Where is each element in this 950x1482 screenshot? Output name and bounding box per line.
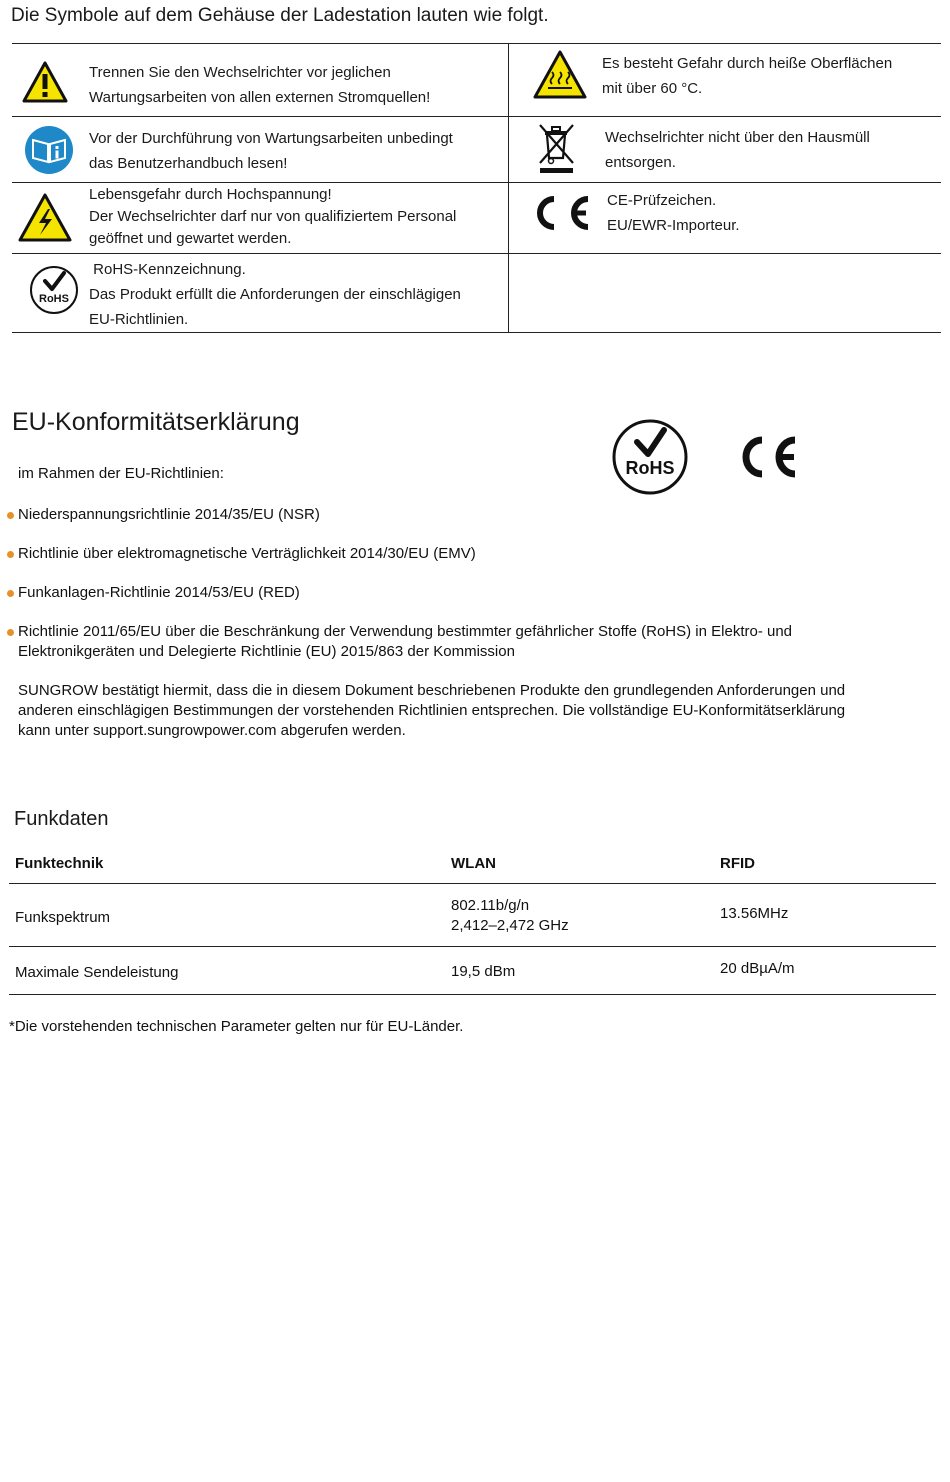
read-manual-icon xyxy=(24,125,74,175)
bullet-dot xyxy=(7,629,14,636)
row-label: Funkspektrum xyxy=(15,909,111,926)
directive-text: Funkanlagen-Richtlinie 2014/53/EU (RED) xyxy=(18,584,300,601)
conformity-statement xyxy=(18,681,845,741)
bullet-dot xyxy=(7,590,14,597)
text-line: Wartungsarbeiten von allen externen Stromquellen! xyxy=(89,89,431,106)
footnote: *Die vorstehenden technischen Parameter gelten nur für EU-Länder. xyxy=(9,1018,464,1035)
text-line: Wechselrichter nicht über den Hausmüll xyxy=(605,129,870,146)
rfid-cell: 13.56MHz xyxy=(720,905,789,922)
directive-text: Elektronikgeräten und Delegierte Richtlinie (EU) 2015/863 der Kommission xyxy=(18,643,515,660)
text-line: CE-Prüfzeichen. xyxy=(607,192,717,209)
header-cell: Funktechnik xyxy=(15,855,104,872)
directive-text: Richtlinie 2011/65/EU über die Beschränkung der Verwendung bestimmter gefährlicher Stoffe (RoHS) in Elektro- und xyxy=(18,623,793,640)
symbol-disposal-text xyxy=(605,125,870,175)
text-line: Es besteht Gefahr durch heiße Oberflächen xyxy=(602,55,893,72)
text-line: RoHS-Kennzeichnung. xyxy=(89,261,246,278)
rohs-logo-label: RoHS xyxy=(625,458,675,478)
symbol-table xyxy=(12,43,941,333)
header-cell: WLAN xyxy=(451,855,496,872)
text-line: 802.11b/g/n xyxy=(451,897,530,914)
text-line: kann unter support.sungrowpower.com abgerufen werden. xyxy=(18,722,406,739)
text-line: Trennen Sie den Wechselrichter vor jeglichen xyxy=(89,64,391,81)
text-line: 19,5 dBm xyxy=(451,963,516,980)
text-line: entsorgen. xyxy=(605,154,676,171)
directive-text: Niederspannungsrichtlinie 2014/35/EU (NSR) xyxy=(18,506,320,523)
text-line: das Benutzerhandbuch lesen! xyxy=(89,155,288,172)
rohs-icon-label: RoHS xyxy=(39,293,69,305)
table-rule xyxy=(9,883,936,884)
table-rule xyxy=(12,116,941,117)
rfid-cell: 20 dBµA/m xyxy=(720,960,795,977)
high-voltage-icon xyxy=(18,193,72,243)
intro-text: Die Symbole auf dem Gehäuse der Ladestation lauten wie folgt. xyxy=(11,5,549,26)
bullet-dot xyxy=(7,551,14,558)
directive-list-item xyxy=(7,583,300,603)
symbol-rohs-text xyxy=(89,257,461,332)
row-label: Maximale Sendeleistung xyxy=(15,964,179,981)
text-line: 2,412–2,472 GHz xyxy=(451,917,569,934)
header-cell: RFID xyxy=(720,855,755,872)
conformity-subtitle: im Rahmen der EU-Richtlinien: xyxy=(18,465,224,482)
directive-text: Richtlinie über elektromagnetische Verträglichkeit 2014/30/EU (EMV) xyxy=(18,545,476,562)
directive-list-item xyxy=(7,544,476,564)
table-divider xyxy=(508,43,509,333)
text-line: Vor der Durchführung von Wartungsarbeiten unbedingt xyxy=(89,130,453,147)
directive-list-item xyxy=(7,505,320,525)
text-line: SUNGROW bestätigt hiermit, dass die in diesem Dokument beschriebenen Produkte den grundlegenden Anforderungen und xyxy=(18,682,846,699)
text-line: Das Produkt erfüllt die Anforderungen der einschlägigen xyxy=(89,286,461,303)
wlan-cell xyxy=(451,896,569,936)
text-line: Lebensgefahr durch Hochspannung! xyxy=(89,186,332,203)
table-rule xyxy=(9,994,936,995)
text-line: mit über 60 °C. xyxy=(602,80,703,97)
crossed-bin-icon xyxy=(537,121,577,175)
rohs-logo-icon xyxy=(611,418,689,496)
directive-list-item xyxy=(7,622,792,662)
symbol-ce-text xyxy=(607,188,740,238)
radio-title: Funkdaten xyxy=(14,808,109,830)
symbol-manual-text xyxy=(89,126,453,176)
rohs-icon xyxy=(29,265,79,315)
ce-logo-icon xyxy=(740,434,800,480)
table-rule xyxy=(12,182,941,183)
conformity-title: EU-Konformitätserklärung xyxy=(12,408,300,436)
symbol-warning-text xyxy=(89,60,430,110)
text-line: geöffnet und gewartet werden. xyxy=(89,230,292,247)
text-line: Der Wechselrichter darf nur von qualifiziertem Personal xyxy=(89,208,457,225)
wlan-cell xyxy=(451,962,515,982)
ce-mark-icon xyxy=(530,193,594,233)
text-line: EU-Richtlinien. xyxy=(89,311,189,328)
table-rule xyxy=(9,946,936,947)
text-line: EU/EWR-Importeur. xyxy=(607,217,740,234)
warning-triangle-icon xyxy=(22,61,68,103)
table-rule xyxy=(12,253,941,254)
table-rule xyxy=(12,332,941,333)
table-rule xyxy=(12,43,941,44)
text-line: anderen einschlägigen Bestimmungen der vorstehenden Richtlinien entsprechen. Die vollständige EU-Konformitätserklärung xyxy=(18,702,846,719)
hot-surface-icon xyxy=(533,50,587,100)
symbol-voltage-text xyxy=(89,184,456,250)
symbol-hot-text xyxy=(602,51,892,101)
bullet-dot xyxy=(7,512,14,519)
